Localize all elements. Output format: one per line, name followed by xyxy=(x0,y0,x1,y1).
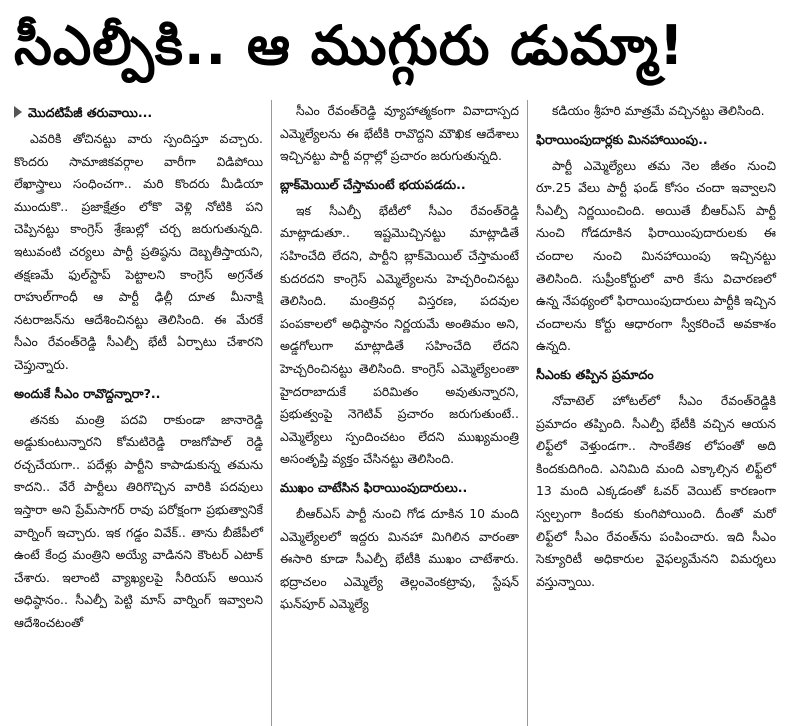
paragraph: బీఆర్‌ఎస్ పార్టీ నుంచి గోడ దూకిన 10 మంది ఎమ్మెల్యేలలో ఇద్దరు మినహా మిగిలిన వారంతా ఈసారి కూడా సీఎల్పీ భేటీకి ముఖం చాటేశారు. భద్రాచలం ఎమ్మెల్యే తెల్లంవెంకట్రావు, స్టేషన్ ఘన్‌పూర్ ఎమ్మెల్యే xyxy=(280,505,519,612)
subheading: ఫిరాయింపుదార్లకు మినహాయింపు.. xyxy=(536,131,708,147)
paragraph: ఎవరికి తోచినట్టు వారు స్పందిస్తూ వచ్చారు. కొందరు సామాజికవర్గాల వారీగా విడిపోయి లేఖాస్త్రాలు సంధించగా.. మరి కొందరు మీడియా ముందుకొ.. ప్రజాక్షేత్రం లోకొ వెళ్లి నోటికి పని చెప్పినట్టు కాంగ్రెస్ శ్రేణుల్లో చర్చ జరుగుతున్నది. ఇటువంటి చర్యలు పార్టీ ప్రతిష్ఠను దెబ్బతీస్తాయని, తక్షణమే ఫుల్‌స్టాప్ పెట్టాలని కాంగ్రెస్ అగ్రనేత రాహుల్‌గాంధీ ఆ పార్టీ ఢిల్లీ దూత మీనాక్షి నటరాజన్‌ను ఆదేశించినట్టు తెలిసింది. ఈ మేరకే సీఎం రేవంత్‌రెడ్డి సీఎల్పీ భేటీ ఏర్పాటు చేశారని చెప్తున్నారు. xyxy=(14,131,263,372)
subheading: అందుకే సీఎం రావొద్దన్నారా?.. xyxy=(14,385,161,401)
subheading: సీఎంకు తప్పిన ప్రమాదం xyxy=(536,366,654,382)
paragraph: కడియం శ్రీహరి మాత్రమే వచ్చినట్టు తెలిసింది. xyxy=(552,103,765,118)
chevron-right-icon xyxy=(14,106,22,118)
paragraph: ఇక సీఎల్పీ భేటీలో సీఎం రేవంత్‌రెడ్డి మాట్లాడుతూ.. ఇష్టమొచ్చినట్టు మాట్లాడితే సహించేది లేదని, పార్టీని బ్లాక్‌మెయిల్ చేస్తామంటే కుదరదని కాంగ్రెస్ ఎమ్మెల్యేలను హెచ్చరించినట్టు తెలిసింది. మంత్రివర్గ విస్తరణ, పదవుల పంపకాలలో అధిష్ఠానం నిర్ణయమే అంతిమం అని, అడ్డగోలుగా మాట్లాడితే సహించేది లేదని హెచ్చరించినట్టు తెలిసింది. కాంగ్రెస్ ఎమ్మెల్యేలంతా హైదరాబాదుకే పరిమితం అవుతున్నారని, ప్రభుత్వంపై నెగెటివ్ ప్రచారం జరుగుతుంటే.. ఎమ్మెల్యేలు స్పందించటం లేదని ముఖ్యమంత్రి అసంతృప్తి వ్యక్తం చేసినట్టు తెలిసింది. xyxy=(280,202,519,467)
column-1 xyxy=(6,100,272,726)
paragraph: పార్టీ ఎమ్మెల్యేలు తమ నెల జీతం నుంచి రూ.25 వేలు పార్టీ ఫండ్ కోసం చందా ఇవ్వాలని సీఎల్పీ నిర్ణయించింది. అయితే బీఆర్‌ఎస్ పార్టీ నుంచి గోడదూకిన ఫిరాయింపుదారులకు ఈ చందాల నుంచి మినహాయింపు ఇచ్చినట్టు తెలిసింది. సుప్రీంకోర్టులో వారి కేసు విచారణలో ఉన్న నేపథ్యంలో ఫిరాయింపుదారులు పార్టీకి ఇచ్చిన చందాలను కోర్టు ఆధారంగా స్వీకరించే అవకాశం ఉన్నది. xyxy=(536,157,776,354)
continuation-text: మొదటిపేజీ తరువాయి... xyxy=(28,105,153,120)
column-3 xyxy=(528,100,784,726)
subheading: ముఖం చాటేసిన ఫిరాయింపుదారులు.. xyxy=(280,479,468,495)
column-2 xyxy=(272,100,528,726)
paragraph: తనకు మంత్రి పదవి రాకుండా జానారెడ్డి అడ్డుకుంటున్నారని కోమటిరెడ్డి రాజగోపాల్ రెడ్డి రచ్చచేయగా.. పదేళ్లు పార్టీని కాపాడుకున్న తమను కాదని.. వేరే పార్టీలు తిరిగొచ్చిన వారికి పదవులు ఇస్తారా అని ప్రేమ్‌సాగర్ రావు పరోక్షంగా ప్రభుత్వానికే వార్నింగ్ ఇచ్చారు. ఇక గడ్డం వివేక్.. తాను బీజేపీలో ఉంటే కేంద్ర మంత్రిని అయ్యే వాడినని కౌంటర్ ఎటాక్ చేశారు. ఇలాంటి వ్యాఖ్యలపై సీరియస్ అయిన అధిష్ఠానం.. సీఎల్పీ పెట్టి మాస్ వార్నింగ్ ఇవ్వాలని ఆదేశించటంతో xyxy=(14,411,263,630)
article-columns xyxy=(0,100,790,726)
subheading: బ్లాక్‌మెయిల్ చేస్తామంటే భయపడదు.. xyxy=(280,176,466,192)
paragraph: సీఎం రేవంత్‌రెడ్డి వ్యూహాత్మకంగా వివాదాస్పద ఎమ్మెల్యేలను ఈ భేటీకి రావొద్దని మౌఖిక ఆదేశాలు ఇచ్చినట్టు పార్టీ వర్గాల్లో ప్రచారం జరుగుతున్నది. xyxy=(280,103,519,164)
paragraph: నోవాటెల్ హోటల్‌లో సీఎం రేవంత్‌రెడ్డికి ప్రమాదం తప్పింది. సీఎల్పీ భేటీకి వచ్చిన ఆయన లిఫ్ట్‌లో వెళ్తుండగా.. సాంకేతిక లోపంతో అది కిందకుదిగింది. ఎనిమిది మంది ఎక్కాల్సిన లిఫ్ట్‌లో 13 మంది ఎక్కడంతో ఓవర్ వెయిట్ కారణంగా స్వల్పంగా కిందకు కుంగిపోయింది. దీంతో మరో లిఫ్ట్‌లో సీఎం రేవంత్‌ను పంపించారు. ఇది సీఎం సెక్యూరిటీ అధికారుల వైఫల్యమేనని విమర్శలు వస్తున్నాయి. xyxy=(536,392,776,589)
continuation-label xyxy=(14,102,263,124)
headline: సీఎల్పీకి.. ఆ ముగ్గురు డుమ్మా! xyxy=(14,14,685,77)
